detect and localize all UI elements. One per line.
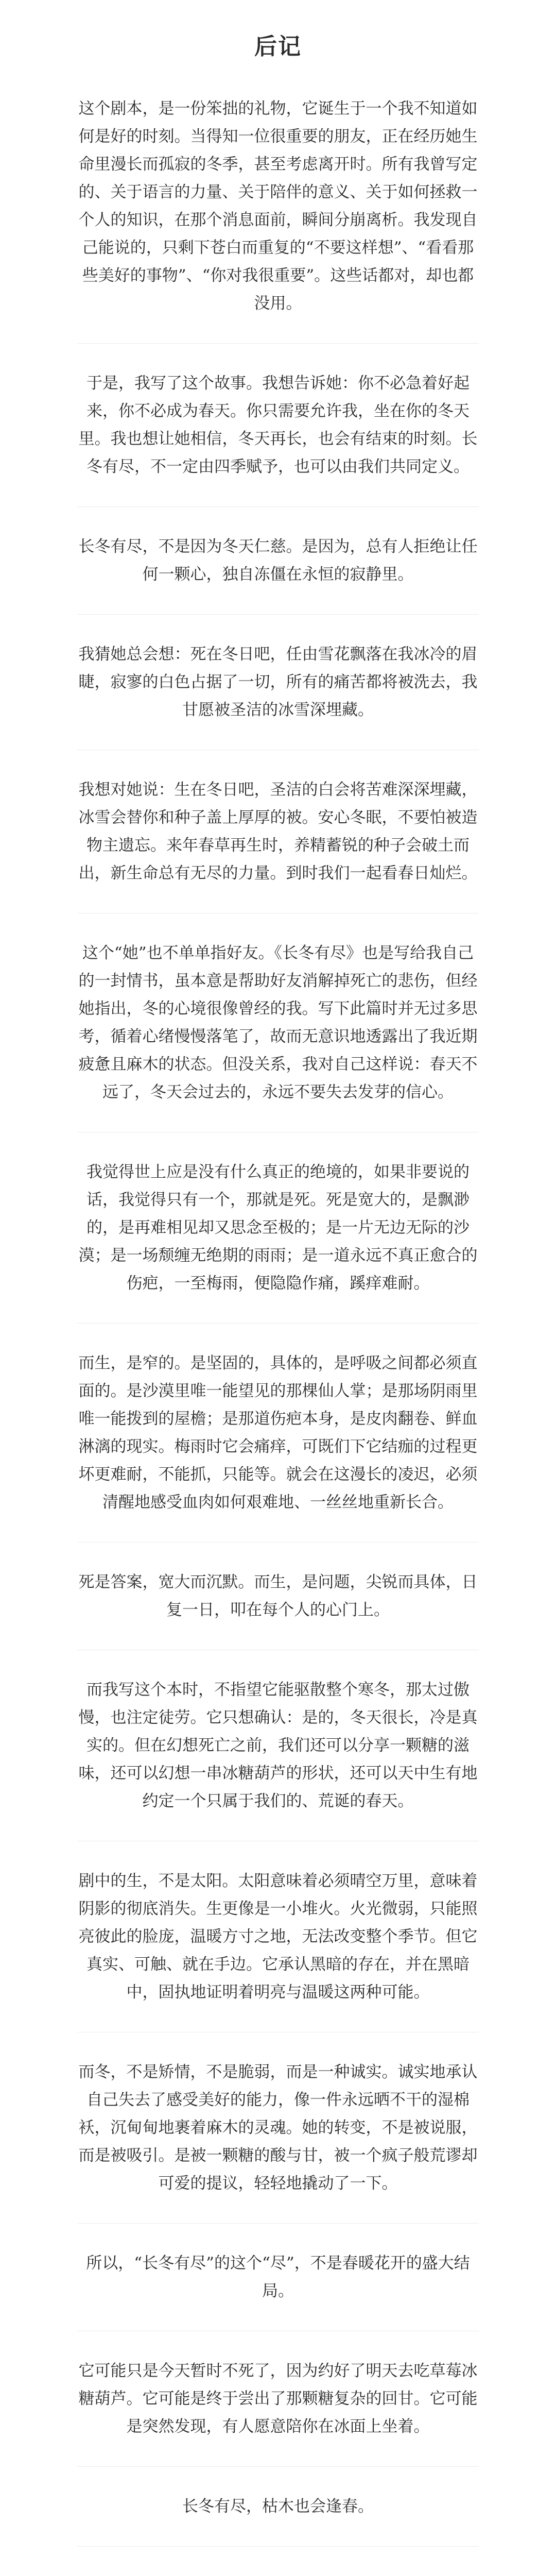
divider bbox=[77, 506, 479, 507]
divider bbox=[77, 1323, 479, 1324]
paragraph bbox=[77, 2572, 479, 2576]
paragraph: 于是，我写了这个故事。我想告诉她：你不必急着好起来，你不必成为春天。你只需要允许我，坐在你的冬天里。我也想让她相信，冬天再长，也会有结束的时刻。长冬有尽，不一定由四季赋予，也可以由我们共同定义。 bbox=[78, 374, 478, 476]
divider bbox=[77, 614, 479, 615]
divider bbox=[77, 2223, 479, 2224]
divider bbox=[77, 1542, 479, 1543]
paragraph: 而我写这个本时，不指望它能驱散整个寒冬，那太过傲慢，也注定徒劳。它只想确认：是的，冬天很长，冷是真实的。但在幻想死亡之前，我们还可以分享一颗糖的滋味，还可以幻想一串冰糖葫芦的形状，还可以天中生有地约定一个只属于我们的、荒诞的春天。 bbox=[78, 1681, 478, 1810]
paragraph: 而冬，不是矫情，不是脆弱，而是一种诚实。诚实地承认自己失去了感受美好的能力，像一件永远晒不干的湿棉袄，沉甸甸地裹着麻木的灵魂。她的转变，不是被说服，而是被吸引。是被一颗糖的酸与甘，被一个疯子般荒谬却可爱的提议，轻轻地撬动了一下。 bbox=[78, 2063, 478, 2193]
paragraph: 而生，是窄的。是坚固的，具体的，是呼吸之间都必须直面的。是沙漠里唯一能望见的那棵仙人掌；是那场阴雨里唯一能拨到的屋檐；是那道伤疤本身，是皮肉翻卷、鲜血淋漓的现实。梅雨时它会痛痒，可既们下它结痂的过程更坏更难耐，不能抓，只能等。就会在这漫长的凌迟，必须清醒地感受血肉如何艰难地、一丝丝地重新长合。 bbox=[78, 1354, 478, 1512]
paragraph: 死是答案，宽大而沉默。而生，是问题，尖锐而具体，日复一日，叩在每个人的心门上。 bbox=[78, 1573, 478, 1619]
paragraph: 我想对她说：生在冬日吧，圣洁的白会将苦难深深埋藏，冰雪会替你和种子盖上厚厚的被。安心冬眠，不要怕被造物主遗忘。来年春草再生时，养精蓄锐的种子会破土而出，新生命总有无尽的力量。到时我们一起看春日灿烂。 bbox=[78, 781, 478, 883]
paragraph: 剧中的生，不是太阳。太阳意味着必须晴空万里，意味着阴影的彻底消失。生更像是一小堆火。火光微弱，只能照亮彼此的脸庞，温暖方寸之地，无法改变整个季节。但它真实、可触、就在手边。它承认黑暗的存在，并在黑暗中，固执地证明着明亮与温暖这两种可能。 bbox=[78, 1872, 478, 2002]
paragraph: 这个“她”也不单单指好友。《长冬有尽》也是写给我自己的一封情书，虽本意是帮助好友消解掉死亡的悲伤，但经她指出，冬的心境很像曾经的我。写下此篇时并无过多思考，循着心绪慢慢落笔了，故而无意识地透露出了我近期疲惫且麻木的状态。但没关系，我对自己这样说：春天不远了，冬天会过去的，永远不要失去发芽的信心。 bbox=[78, 944, 478, 1101]
paragraph: 所以，“长冬有尽”的这个“尽”，不是春暖花开的盛大结局。 bbox=[86, 2254, 470, 2300]
divider bbox=[77, 2466, 479, 2467]
paragraph: 我觉得世上应是没有什么真正的绝境的，如果非要说的话，我觉得只有一个，那就是死。死是宽大的，是飘渺的，是再难相见却又思念至极的；是一片无边无际的沙漠；是一场颓缠无绝期的雨雨；是一道永远不真正愈合的伤疤，一至梅雨，便隐隐作痛，蹊痒难耐。 bbox=[78, 1163, 478, 1293]
paragraph: 长冬有尽，不是因为冬天仁慈。是因为，总有人拒绝让任何一颗心，独自冻僵在永恒的寂静里。 bbox=[78, 537, 478, 584]
afterword-body bbox=[0, 74, 556, 2576]
page-title: 后记 bbox=[254, 33, 302, 60]
paragraph: 这个剧本，是一份笨拙的礼物，它诞生于一个我不知道如何是好的时刻。当得知一位很重要的朋友，正在经历她生命里漫长而孤寂的冬季，甚至考虑离开时。所有我曾写定的、关于语言的力量、关于陪伴的意义、关于如何拯救一个人的知识，在那个消息面前，瞬间分崩离析。我发现自己能说的，只剩下苍白而重复的“不要这样想”、“看看那些美好的事物”、“你对我很重要”。这些话都对，却也都没用。 bbox=[78, 99, 478, 313]
divider bbox=[77, 2546, 479, 2547]
paragraph: 长冬有尽，枯木也会逢春。 bbox=[182, 2497, 374, 2516]
paragraph: 它可能只是今天暂时不死了，因为约好了明天去吃草莓冰糖葫芦。它可能是终于尝出了那颗糖复杂的回甘。它可能是突然发现，有人愿意陪你在冰面上坐着。 bbox=[78, 2362, 478, 2436]
paragraph: 我猜她总会想：死在冬日吧，任由雪花飘落在我冰冷的眉睫，寂寥的白色占据了一切，所有的痛苦都将被洗去，我甘愿被圣洁的冰雪深埋藏。 bbox=[78, 645, 478, 719]
divider bbox=[77, 343, 479, 344]
